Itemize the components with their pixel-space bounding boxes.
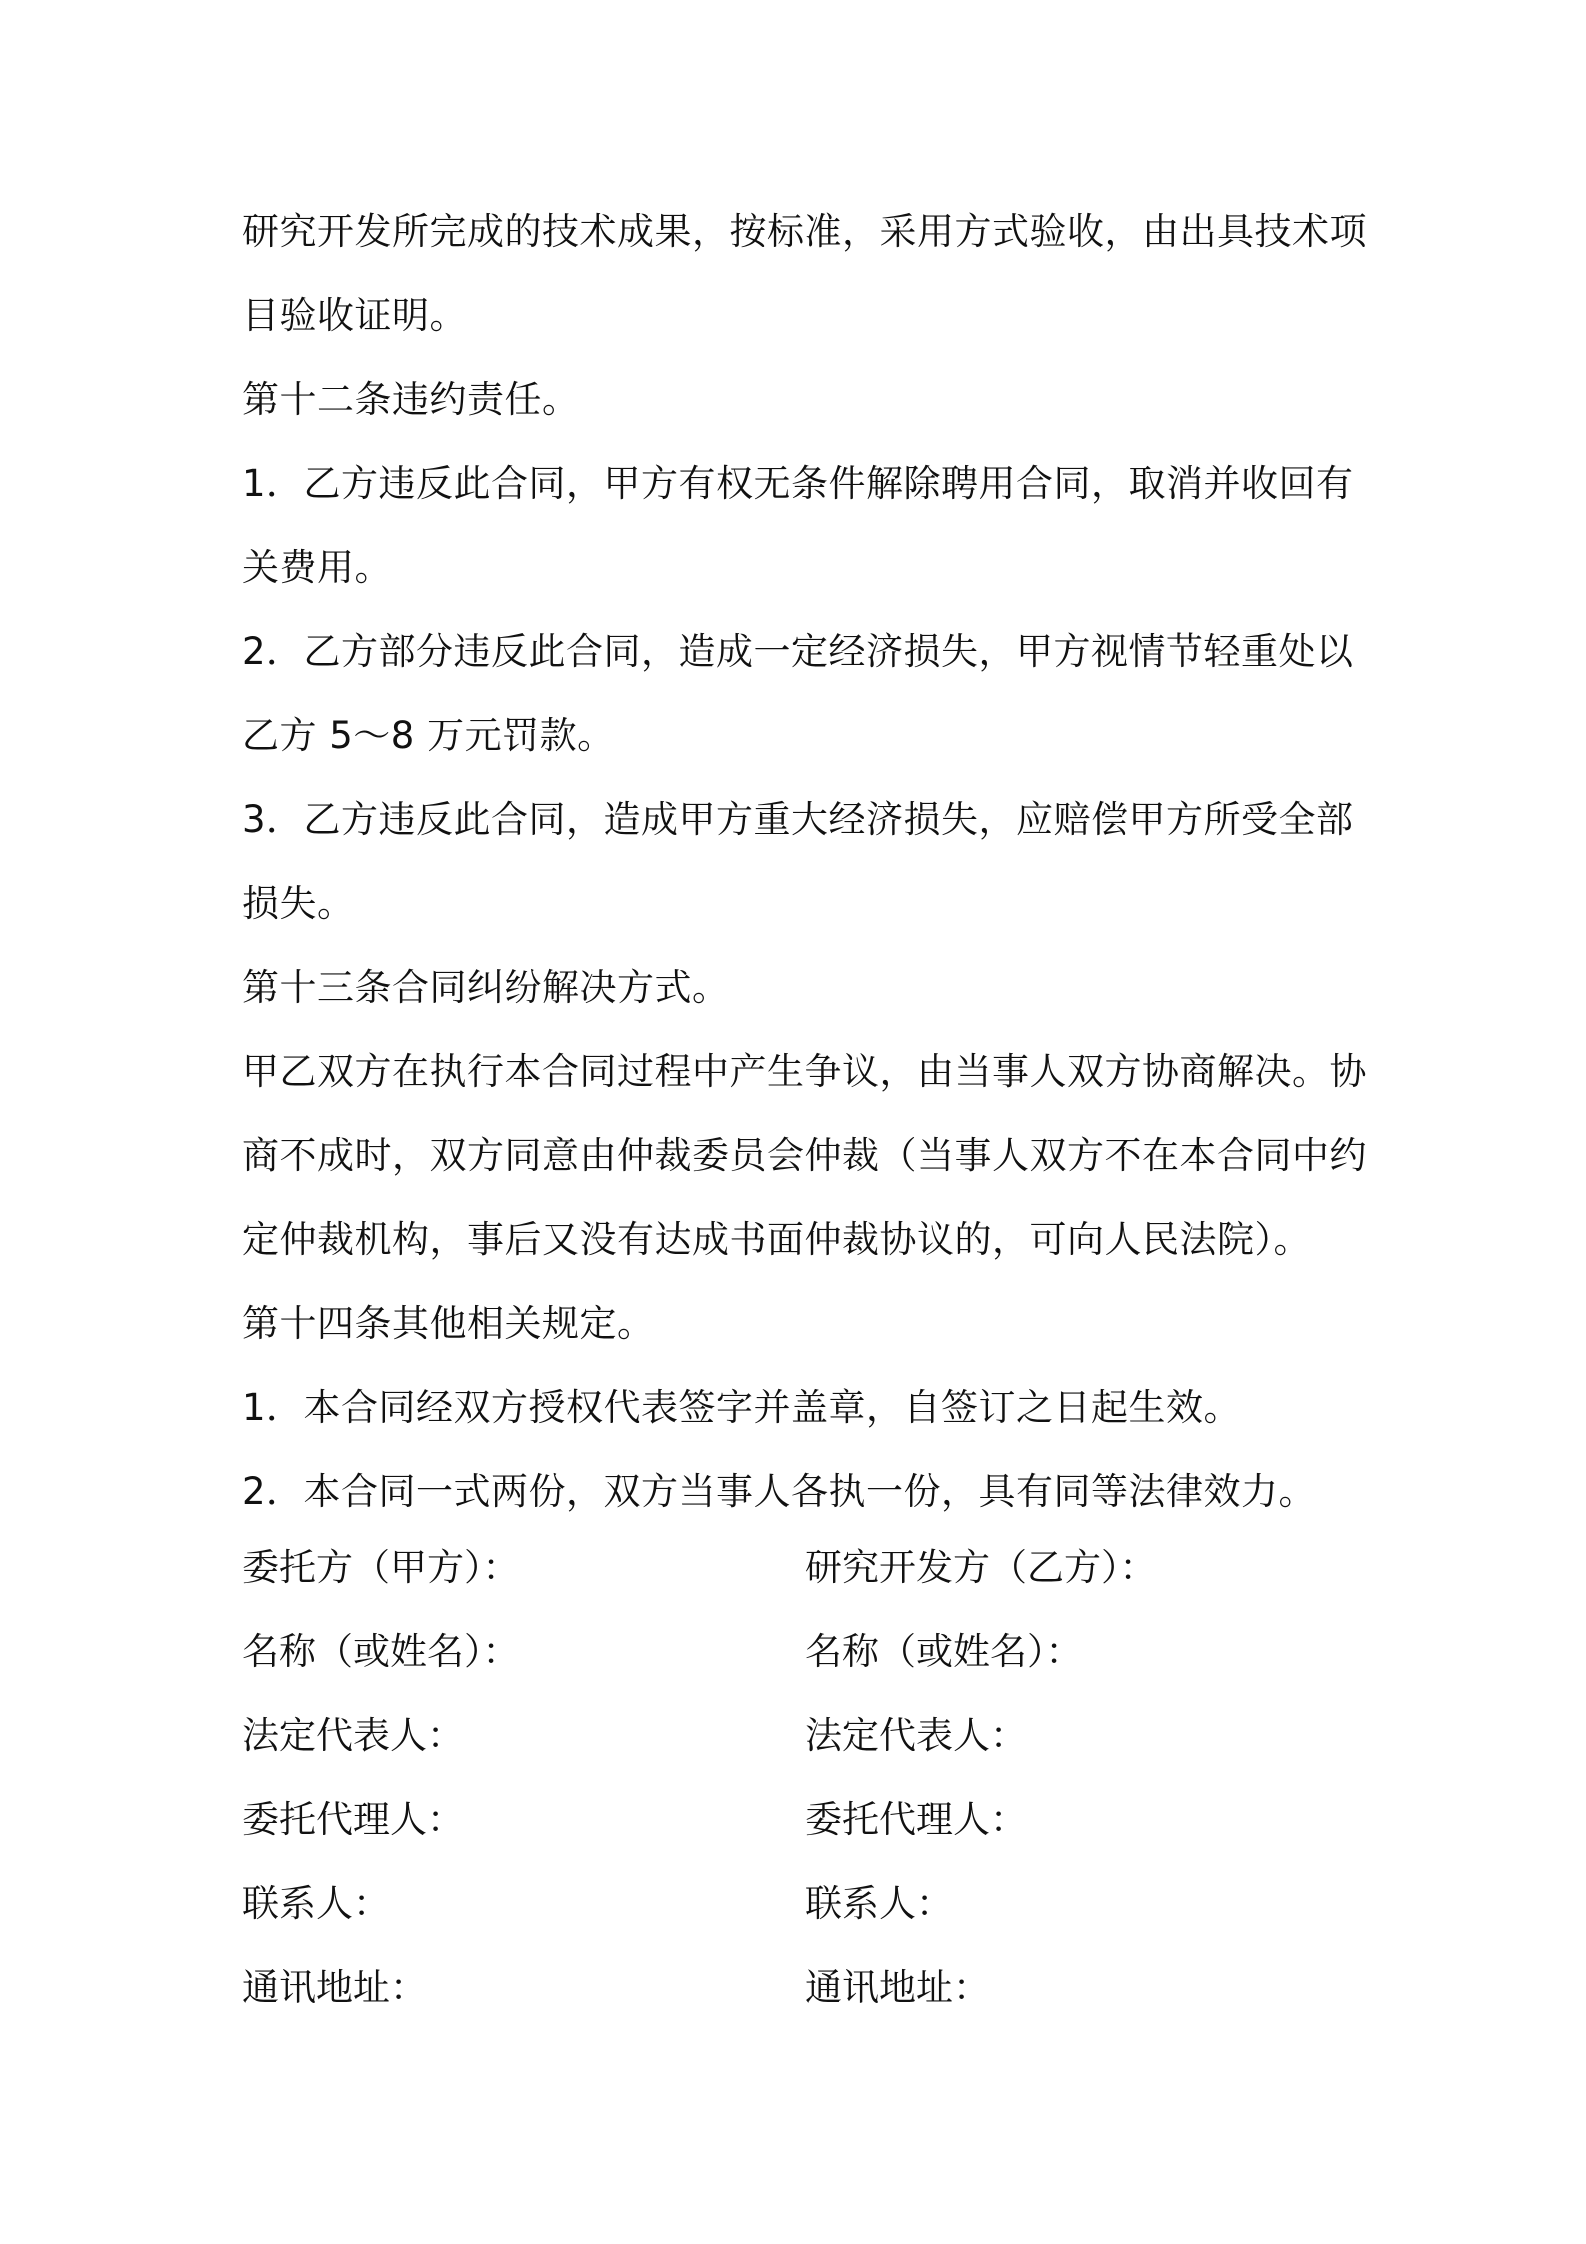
party-b-agent-label: 委托代理人： [805,1798,1027,1841]
party-a-contact-label: 联系人： [242,1882,390,1925]
article-12-heading: 第十二条违约责任。 [242,378,580,421]
body-line: 2．乙方部分违反此合同，造成一定经济损失，甲方视情节轻重处以 [242,630,1354,673]
contract-body [242,190,1367,1534]
signature-block [242,1526,1362,2030]
body-line: 3．乙方违反此合同，造成甲方重大经济损失，应赔偿甲方所受全部 [242,798,1354,841]
body-line: 目验收证明。 [242,294,467,337]
signature-row [242,1862,1362,1946]
party-a-name-label: 名称（或姓名）： [242,1630,520,1673]
body-line: 损失。 [242,882,355,925]
party-b-legal-rep-label: 法定代表人： [805,1714,1027,1757]
signature-row [242,1778,1362,1862]
party-a-legal-rep-label: 法定代表人： [242,1714,464,1757]
article-13-heading: 第十三条合同纠纷解决方式。 [242,966,730,1009]
party-b-name-label: 名称（或姓名）： [805,1630,1083,1673]
party-b-label: 研究开发方（乙方）： [805,1546,1157,1589]
signature-row [242,1946,1362,2030]
party-a-label: 委托方（甲方）： [242,1546,520,1589]
signature-row [242,1610,1362,1694]
party-a-address-label: 通讯地址： [242,1966,427,2009]
signature-row [242,1694,1362,1778]
article-14-heading: 第十四条其他相关规定。 [242,1302,655,1345]
body-line: 2．本合同一式两份，双方当事人各执一份，具有同等法律效力。 [242,1470,1317,1513]
body-line: 研究开发所完成的技术成果，按标准，采用方式验收，由出具技术项 [242,210,1367,253]
body-line: 乙方 5～8 万元罚款。 [242,714,615,757]
party-b-address-label: 通讯地址： [805,1966,990,2009]
body-line: 甲乙双方在执行本合同过程中产生争议，由当事人双方协商解决。协 [242,1050,1367,1093]
body-line: 1．乙方违反此合同，甲方有权无条件解除聘用合同，取消并收回有 [242,462,1354,505]
body-line: 商不成时，双方同意由仲裁委员会仲裁（当事人双方不在本合同中约 [242,1134,1367,1177]
party-b-contact-label: 联系人： [805,1882,953,1925]
signature-row [242,1526,1362,1610]
body-line: 定仲裁机构，事后又没有达成书面仲裁协议的，可向人民法院）。 [242,1218,1311,1261]
body-line: 关费用。 [242,546,392,589]
party-a-agent-label: 委托代理人： [242,1798,464,1841]
body-line: 1．本合同经双方授权代表签字并盖章，自签订之日起生效。 [242,1386,1242,1429]
